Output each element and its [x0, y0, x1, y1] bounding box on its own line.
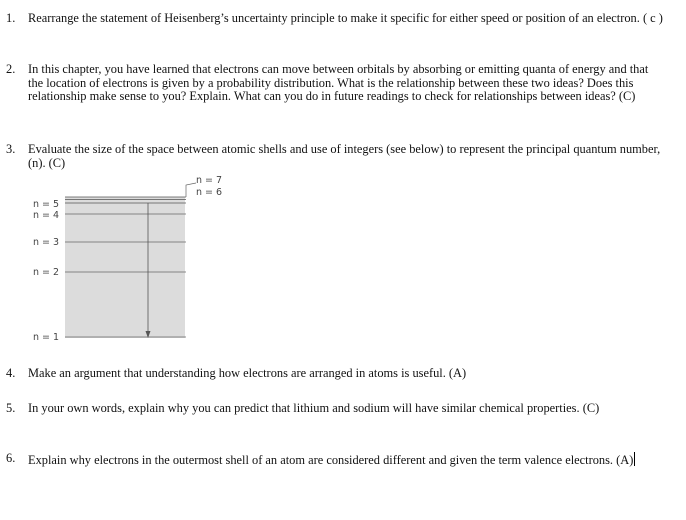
shell-region	[65, 197, 185, 338]
question-text[interactable]: Explain why electrons in the outermost shell of an atom are considered different and given the term valence electrons. (A)	[28, 453, 634, 467]
question-number: 3.	[6, 142, 16, 156]
label-n7: n = 7	[196, 175, 223, 186]
question-number: 2.	[6, 62, 16, 76]
question-text: Make an argument that understanding how electrons are arranged in atoms is useful. (A)	[28, 366, 467, 380]
label-n3: n = 3	[33, 237, 60, 248]
question-6[interactable]	[6, 452, 666, 468]
question-number: 1.	[6, 11, 16, 25]
label-n4: n = 4	[33, 210, 60, 221]
label-n1: n = 1	[33, 332, 60, 343]
question-text: In your own words, explain why you can predict that lithium and sodium will have similar chemical properties. (C)	[28, 401, 600, 415]
question-4	[6, 367, 666, 381]
label-n5: n = 5	[33, 199, 60, 210]
question-number: 5.	[6, 401, 16, 415]
question-text: Rearrange the statement of Heisenberg’s uncertainty principle to make it specific for either speed or position of an electron. ( c )	[28, 11, 663, 25]
question-5	[6, 402, 666, 416]
question-number: 6.	[6, 451, 16, 465]
text-cursor	[634, 452, 635, 466]
label-n2: n = 2	[33, 267, 60, 278]
question-text: In this chapter, you have learned that electrons can move between orbitals by absorbing or emitting quanta of energy and that the location of electrons is given by a probability distribution. What is the relationship between these two ideas? Does this relationship make sense to you? Explain. What can you do in future readings to check for relationships between ideas? (C)	[28, 62, 649, 104]
question-number: 4.	[6, 366, 16, 380]
label-n6: n = 6	[196, 187, 223, 198]
question-text: Evaluate the size of the space between atomic shells and use of integers (see below) to represent the principal quantum number, (n). (C)	[28, 142, 661, 170]
label-bracket	[186, 183, 196, 197]
